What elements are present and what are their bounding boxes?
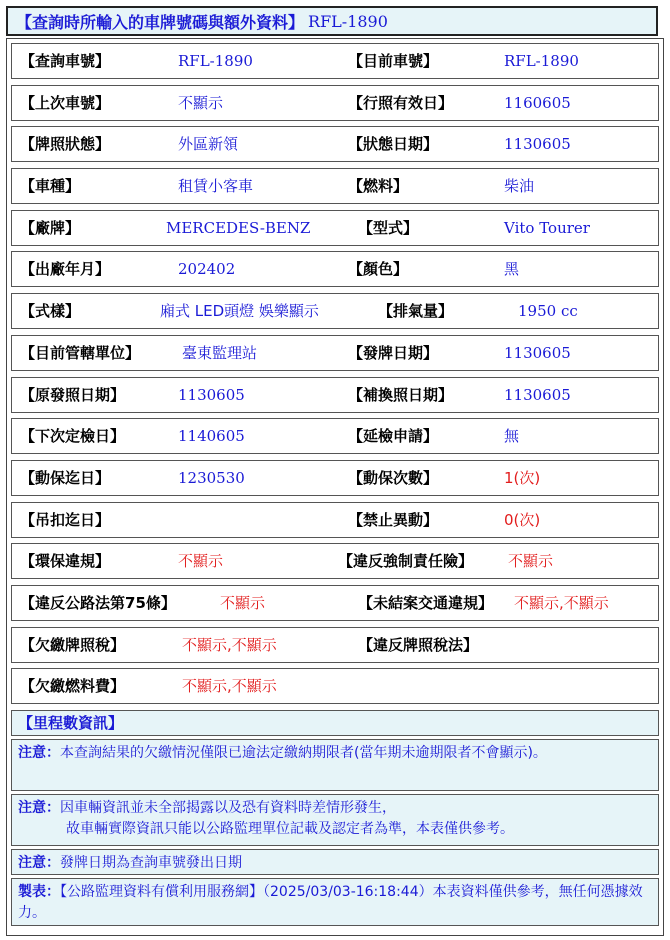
note-text: 本查詢結果的欠繳情況僅限已逾法定繳納期限者(當年期未逾期限者不會顯示)。 <box>60 745 547 761</box>
table-row <box>11 585 659 621</box>
table-row <box>11 251 659 287</box>
field-label: 【排氣量】 <box>378 302 454 321</box>
field-value: 不顯示,不顯示 <box>182 635 277 654</box>
field-label: 【違反牌照稅法】 <box>358 635 479 654</box>
field-value: MERCEDES-BENZ <box>166 218 311 237</box>
note-key: 製表： <box>18 884 60 900</box>
table-row <box>11 335 659 371</box>
field-label: 【燃料】 <box>348 177 409 196</box>
note-data-lag <box>11 794 659 846</box>
mileage-section-title: 【里程數資訊】 <box>18 714 124 732</box>
field-label: 【動保迄日】 <box>20 468 111 487</box>
field-label: 【式樣】 <box>20 302 81 321</box>
note-key: 注意： <box>18 745 60 761</box>
table-row <box>11 460 659 496</box>
field-value: 1130605 <box>504 135 571 154</box>
field-value: 臺東監理站 <box>182 343 258 362</box>
table-row <box>11 377 659 413</box>
field-label: 【目前車號】 <box>348 52 439 70</box>
note-key: 注意： <box>18 800 60 816</box>
field-label: 【廠牌】 <box>20 218 81 237</box>
note-unpaid-scope <box>11 739 659 791</box>
field-label: 【查詢車號】 <box>20 52 111 70</box>
field-label: 【違反公路法第75條】 <box>20 593 176 612</box>
note-text: 【公路監理資料有償利用服務網】（2025/03/03-16:18:44）本表資料僅供參考，無任何憑據效力。 <box>18 884 643 921</box>
page-header <box>6 6 658 36</box>
field-value: 無 <box>504 427 520 446</box>
field-value: 202402 <box>178 260 236 279</box>
field-value: 外區新領 <box>178 135 239 154</box>
table-row <box>11 126 659 162</box>
field-value: 不顯示,不顯示 <box>182 677 277 696</box>
table-row <box>11 168 659 204</box>
field-label: 【違反強制責任險】 <box>338 552 474 571</box>
note-issue-date <box>11 849 659 875</box>
table-row <box>11 43 659 79</box>
note-generated-by <box>11 878 659 926</box>
note-text-line2: 故車輛實際資訊只能以公路監理單位記載及認定者為準，本表僅供參考。 <box>66 821 514 837</box>
field-value: 1950 cc <box>518 302 578 321</box>
table-row <box>11 210 659 246</box>
field-value: 不顯示 <box>178 93 224 112</box>
field-value: 不顯示 <box>220 593 266 612</box>
note-text-line1: 因車輛資訊並未全部揭露以及恐有資料時差情形發生， <box>60 800 396 816</box>
note-key: 注意： <box>18 855 60 871</box>
field-value: 廂式 LED頭燈 娛樂顯示 <box>160 302 319 321</box>
field-label: 【禁止異動】 <box>348 510 439 529</box>
field-label: 【發牌日期】 <box>348 343 439 362</box>
field-value: 租賃小客車 <box>178 177 254 196</box>
table-row <box>11 627 659 663</box>
field-value: 柴油 <box>504 177 535 196</box>
field-value: 1230530 <box>178 468 245 487</box>
field-value: 不顯示,不顯示 <box>514 593 609 612</box>
vehicle-info-table <box>6 38 664 936</box>
field-label: 【原發照日期】 <box>20 385 126 404</box>
mileage-section-header <box>11 710 659 736</box>
field-value: 1130605 <box>504 385 571 404</box>
table-row <box>11 543 659 579</box>
field-label: 【顏色】 <box>348 260 409 279</box>
field-label: 【未結案交通違規】 <box>358 593 494 612</box>
field-label: 【欠繳燃料費】 <box>20 677 126 696</box>
field-value: 0(次) <box>504 510 541 529</box>
field-label: 【補換照日期】 <box>348 385 454 404</box>
field-label: 【欠繳牌照稅】 <box>20 635 126 654</box>
field-value: RFL-1890 <box>504 52 579 70</box>
field-label: 【環保違規】 <box>20 552 111 571</box>
field-value: 1160605 <box>504 93 571 112</box>
header-plate: RFL-1890 <box>308 11 388 31</box>
field-label: 【狀態日期】 <box>348 135 439 154</box>
field-label: 【上次車號】 <box>20 93 111 112</box>
field-value: RFL-1890 <box>178 52 253 70</box>
field-value: 1(次) <box>504 468 541 487</box>
table-row <box>11 418 659 454</box>
table-row <box>11 502 659 538</box>
field-label: 【下次定檢日】 <box>20 427 126 446</box>
field-value: 1130605 <box>178 385 245 404</box>
field-value: 不顯示 <box>508 552 554 571</box>
field-value: 不顯示 <box>178 552 224 571</box>
field-label: 【牌照狀態】 <box>20 135 111 154</box>
field-value: Vito Tourer <box>504 218 590 237</box>
field-label: 【車種】 <box>20 177 81 196</box>
field-value: 1130605 <box>504 343 571 362</box>
note-text: 發牌日期為查詢車號發出日期 <box>60 855 242 871</box>
field-label: 【行照有效日】 <box>348 93 454 112</box>
table-row <box>11 293 659 329</box>
table-row <box>11 668 659 704</box>
header-title: 【查詢時所輸入的車牌號碼與額外資料】 <box>16 12 305 32</box>
field-label: 【動保次數】 <box>348 468 439 487</box>
field-label: 【出廠年月】 <box>20 260 111 279</box>
field-label: 【型式】 <box>358 218 419 237</box>
field-label: 【延檢申請】 <box>348 427 439 446</box>
field-value: 黑 <box>504 260 520 279</box>
field-value: 1140605 <box>178 427 245 446</box>
field-label: 【吊扣迄日】 <box>20 510 111 529</box>
table-row <box>11 85 659 121</box>
field-label: 【目前管轄單位】 <box>20 343 141 362</box>
